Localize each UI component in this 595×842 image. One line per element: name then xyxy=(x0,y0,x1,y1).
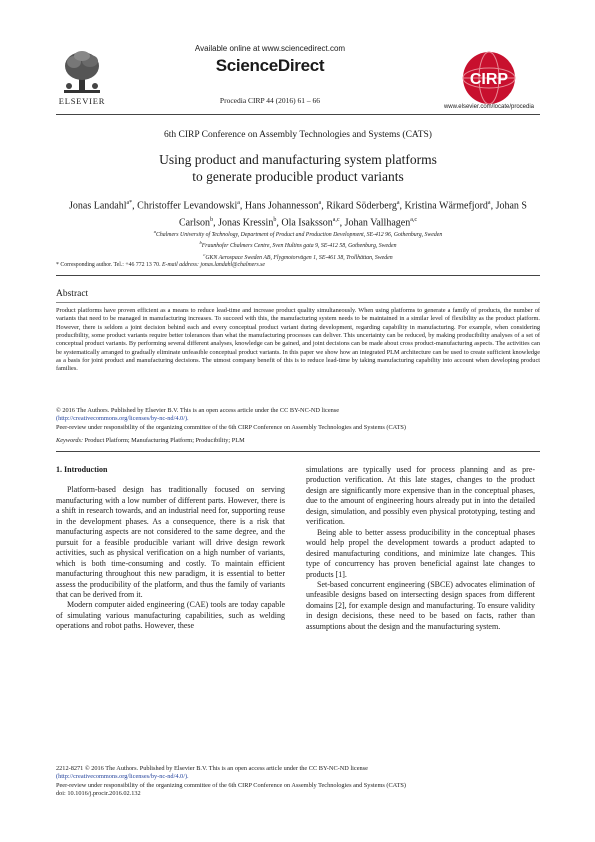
corresponding-label: * Corresponding author. Tel.: +46 772 13 70. xyxy=(56,262,161,268)
journal-reference: Procedia CIRP 44 (2016) 61 – 66 xyxy=(219,96,321,105)
author-separator: , xyxy=(339,217,345,229)
publisher-wordmark: ELSEVIER xyxy=(58,96,106,106)
divider xyxy=(56,114,540,115)
author-name: Christoffer Levandowski xyxy=(137,200,238,212)
keywords xyxy=(56,437,540,444)
author-affiliation-marker: a,c xyxy=(332,217,340,224)
paper-title xyxy=(56,151,540,185)
author-name: Jonas Kressin xyxy=(218,217,274,229)
footer-peer-review: Peer-review under responsibility of the organizing committee of the 6th CIRP Conference on Assembly Technologies and Systems (CATS) xyxy=(56,781,406,789)
author-name: Rikard Söderberg xyxy=(326,200,397,212)
title-line: Using product and manufacturing system platforms xyxy=(159,152,437,167)
title-line: to generate producible product variants xyxy=(192,169,404,184)
author-name: Johan S Carlson xyxy=(178,200,527,229)
conference-name: 6th CIRP Conference on Assembly Technologies and Systems (CATS) xyxy=(164,130,432,140)
available-online-link[interactable]: Available online at www.sciencedirect.com xyxy=(194,44,346,53)
author-separator: , xyxy=(213,217,219,229)
right-column xyxy=(306,465,535,632)
affiliation-marker: c xyxy=(203,251,206,257)
affiliation-text: Fraunhofer Chalmers Centre, Sven Hultins gata 9, SE-412 58, Gothenburg, Sweden xyxy=(201,243,397,250)
footer-copyright: 2212-8271 © 2016 The Authors. Published by Elsevier B.V. This is an open access article under the CC BY-NC-ND license xyxy=(56,765,368,772)
author-name: Kristina Wärmefjord xyxy=(404,200,488,212)
cirp-globe-icon xyxy=(456,50,522,106)
affiliation-marker: a xyxy=(153,229,157,234)
keywords-text: Product Platform; Manufacturing Platform; Producibility; PLM xyxy=(83,437,245,444)
paragraph: simulations are typically used for process planning and as pre-production verification. At this late stages, changes to the product design are significantly more expensive than in the conceptual phases, due to the amount of engineering hours already put in into the detailed design, simulation, and possibly even physical prototyping, testing and verification. xyxy=(306,465,535,527)
author-affiliation-marker: a xyxy=(487,200,491,206)
left-column xyxy=(56,465,285,632)
author-affiliation-marker: a xyxy=(237,200,240,206)
license-link[interactable]: (http://creativecommons.org/licenses/by-nc-nd/4.0/). xyxy=(56,415,189,423)
corresponding-author xyxy=(56,262,540,268)
divider xyxy=(56,302,540,303)
footer-doi[interactable]: doi: 10.1016/j.procir.2016.02.132 xyxy=(56,790,141,798)
affiliation-marker: b xyxy=(199,240,202,246)
cirp-logo-text: CIRP xyxy=(469,71,509,88)
footer xyxy=(56,765,540,799)
affiliation-text: GKN Aerospace Sweden AB, Flygmotorvägen 1, SE-461 38, Trollhättan, Sweden xyxy=(205,254,393,261)
author-separator: , xyxy=(321,200,327,212)
author-affiliation-marker: a xyxy=(396,200,400,206)
author-name: Hans Johannesson xyxy=(244,200,319,212)
sciencedirect-wordmark: ScienceDirect xyxy=(215,56,325,75)
author-affiliation-marker: a xyxy=(318,200,322,206)
paragraph: Modern computer aided engineering (CAE) tools are today capable of simulating various manufacturing capabilities, such as welding operations and robot paths. However, these xyxy=(56,600,285,631)
author-separator: , xyxy=(399,200,405,212)
license-notice xyxy=(56,407,540,432)
author-separator: , xyxy=(132,200,138,212)
affiliation-list xyxy=(60,228,536,262)
affiliation-text: Chalmers University of Technology, Department of Product and Production Development, SE-412 96, Gothenburg, Sweden xyxy=(156,231,443,238)
abstract-heading: Abstract xyxy=(56,289,89,299)
license-line: © 2016 The Authors. Published by Elsevier B.V. This is an open access article under the CC BY-NC-ND license xyxy=(56,407,340,414)
author-name: Johan Vallhagen xyxy=(344,217,411,229)
cirp-url-link[interactable]: www.elsevier.com/locate/procedia xyxy=(443,104,535,110)
paragraph: Set-based concurrent engineering (SBCE) advocates elimination of unfeasible designs based on intersecting design spaces from different domains [2], for example design and manufacturing. To ensure validity in design decisions, these need to be based on facts, rather than assumptions about the design and the manufacturing system. xyxy=(306,579,535,631)
divider xyxy=(56,451,540,452)
author-list xyxy=(60,196,536,231)
author-affiliation-marker: a* xyxy=(126,200,133,206)
abstract-text: Product platforms have proven efficient as a means to reduce lead-time and increase product quality simultaneously. When using platforms to generate a family of products, the number of variants that need to be managed in manufacturing increases. To succeed with this, the manufacturing system needs to be maintained in a similar level of flexibility as the product platform. However, there is seldom a joint decision behind each and every conceptual product variant during development, regarding capability in manufacturing. For example, when considering producibility, some product variants require better tolerances than what the manufacturing processes can deliver. This uncertainty can be reduced, by making producibility analyses of a set of conceptual product variants. By performing several different analyses, knowledge can be gained, and joint decisions can be made about cross product-manufacturing aspects. The activities can be systematically arranged to gradually eliminate unfeasible conceptual product variants. In this paper we show how an integrated PLM architecture can be used to create sufficient knowledge as a basis for joint product and manufacturing decisions. The utmost company benefit of this is to reduce lead-time by taking manufacturing capability into account when developing product families. xyxy=(56,307,540,373)
paragraph: Platform-based design has traditionally focused on serving manufacturing with a low number of different parts. However, there is a shift in research towards, and an industrial need for, supporting reuse in the development phases. As a consequence, there is a risk that manufacturing aspects are not considered to the same degree, and the pursuit for a feasible producible variant will drive design rework activities, such as physical verification on a high number of variants, which is both time-consuming and costly. To maintain efficient manufacturing throughout this new paradigm, it is essential to better assess the producibility of the platform, and thus the family of variants that can be derived from it. xyxy=(56,485,285,599)
author-name: Ola Isaksson xyxy=(281,217,333,229)
affiliation-line xyxy=(60,239,536,250)
author-affiliation-marker: b xyxy=(210,217,214,224)
author-separator: , xyxy=(490,200,496,212)
author-name: Jonas Landahl xyxy=(69,200,127,212)
author-affiliation-marker: b xyxy=(273,217,277,224)
section-heading: 1. Introduction xyxy=(56,465,108,474)
divider xyxy=(56,275,540,276)
peer-review-note: Peer-review under responsibility of the organizing committee of the 6th CIRP Conference on Assembly Technologies and Systems (CATS) xyxy=(56,423,406,431)
author-separator: , xyxy=(239,200,245,212)
author-affiliation-marker: a,c xyxy=(410,217,418,224)
keywords-label: Keywords: xyxy=(56,437,84,444)
corresponding-email[interactable]: E-mail address: jonas.landahl@chalmers.se xyxy=(160,262,265,268)
paragraph: Being able to better assess producibility in the conceptual phases would help propel the development towards a product adapted to desired manufacturing conditions, and minimize late changes. This type of concurrency has proven beneficial against late changes to products [1]. xyxy=(306,527,535,579)
affiliation-line xyxy=(60,228,536,239)
affiliation-line xyxy=(60,251,536,262)
footer-license-link[interactable]: (http://creativecommons.org/licenses/by-nc-nd/4.0/). xyxy=(56,773,189,781)
author-separator: , xyxy=(276,217,282,229)
